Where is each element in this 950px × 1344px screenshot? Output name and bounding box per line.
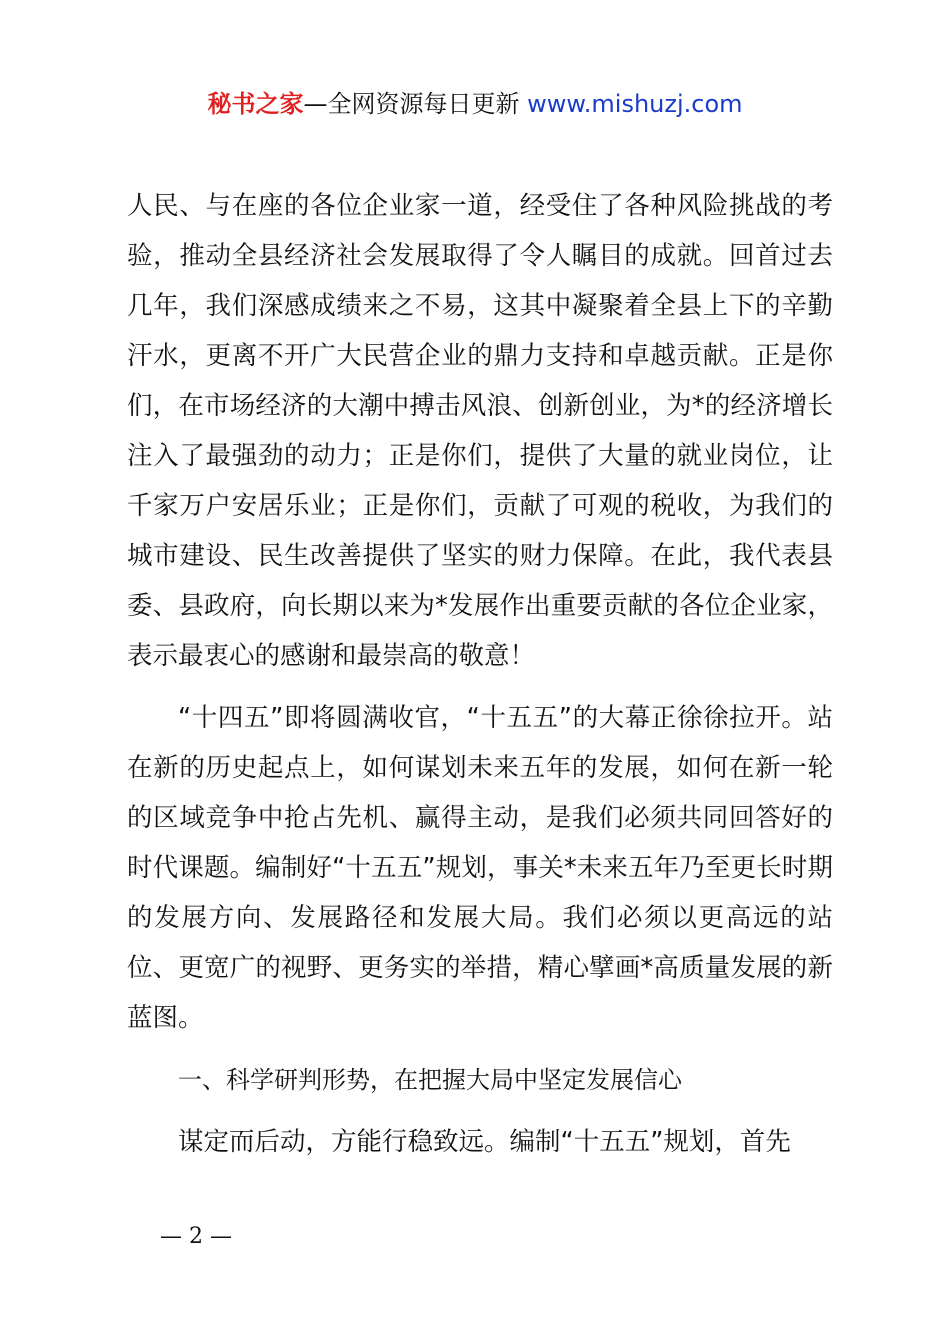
paragraph-continuation: 人民、与在座的各位企业家一道，经受住了各种风险挑战的考验，推动全县经济社会发展取得了令人瞩目的成就。回首过去几年，我们深感成绩来之不易，这其中凝聚着全县上下的辛勤汗水，更离不开广大民营企业的鼎力支持和卓越贡献。正是你们，在市场经济的大潮中搏击风浪、创新创业，为*的经济增长注入了最强劲的动力；正是你们，提供了大量的就业岗位，让千家万户安居乐业；正是你们，贡献了可观的税收，为我们的城市建设、民生改善提供了坚实的财力保障。在此，我代表县委、县政府，向长期以来为*发展作出重要贡献的各位企业家，表示最衷心的感谢和最崇高的敬意！ xyxy=(127,191,833,671)
paragraph-gap xyxy=(127,681,833,693)
paragraph-section-1-start: 谋定而后动，方能行稳致远。编制“十五五”规划，首先 xyxy=(178,1127,791,1157)
document-body xyxy=(127,181,833,1167)
paragraph-gap xyxy=(127,1105,833,1117)
paragraph-plan-intro: “十四五”即将圆满收官，“十五五”的大幕正徐徐拉开。站在新的历史起点上，如何谋划未来五年的发展，如何在新一轮的区域竞争中抢占先机、赢得主动，是我们必须共同回答好的时代课题。编制好“十五五”规划，事关*未来五年乃至更长时期的发展方向、发展路径和发展大局。我们必须以更高远的站位、更宽广的视野、更务实的举措，精心擘画*高质量发展的新蓝图。 xyxy=(127,703,833,1033)
brand-name: 秘书之家 xyxy=(207,90,304,118)
paragraph-gap xyxy=(127,1043,833,1055)
page-number: — 2 — xyxy=(160,1224,232,1249)
header-url[interactable]: www.mishuzj.com xyxy=(527,90,743,118)
header-tagline: —全网资源每日更新 xyxy=(303,90,528,118)
page-header xyxy=(0,86,950,122)
section-heading-1: 一、科学研判形势，在把握大局中坚定发展信心 xyxy=(178,1066,682,1094)
